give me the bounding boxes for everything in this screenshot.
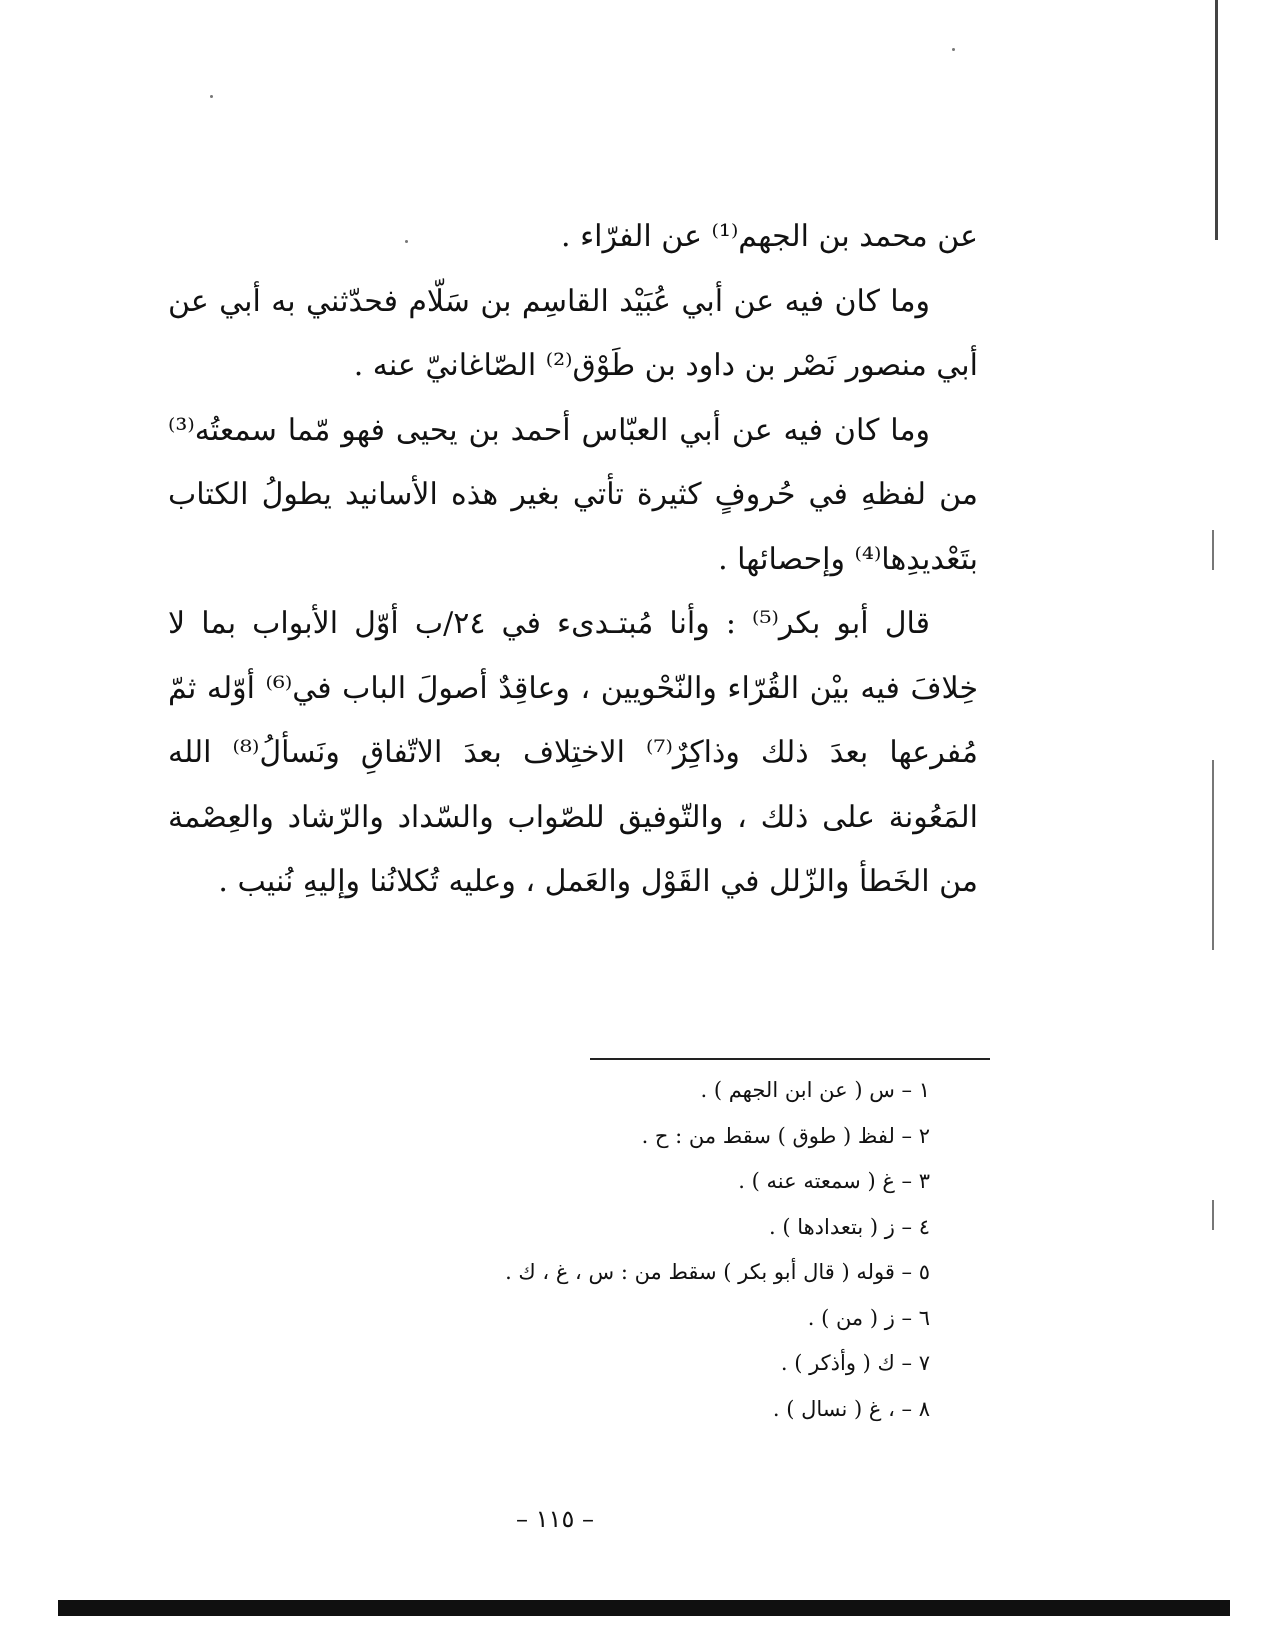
- paragraph: عن محمد بن الجهم⁽¹⁾ عن الفرّاء .: [561, 219, 978, 254]
- footnotes: [330, 1068, 930, 1432]
- paragraph: قال أبو بكر⁽⁵⁾ : وأنا مُبتـدىء في ٢٤/ب أوّل الأبواب بما لا خِلافَ فيه بيْن القُرّاء والنّحْويين ، وعاقِدٌ أصولَ الباب في⁽⁶⁾ أوّله ثمّ مُفرعها بعدَ ذلك وذاكِرٌ⁽⁷⁾ الاختِلاف بعدَ الاتّفاقِ ونَسألُ⁽⁸⁾ الله المَعُونة على ذلك ، والتّوفيق للصّواب والسّداد والرّشاد والعِصْمة من الخَطأ والزّلل في القَوْل والعَمل ، وعليه تُكلانُنا وإليهِ نُنيب .: [168, 606, 979, 899]
- page-number: – ١١٥ –: [516, 1505, 594, 1533]
- footnote: ٤ – ز ( بتعدادها ) .: [768, 1214, 930, 1239]
- footnote-separator: [590, 1058, 990, 1060]
- scan-bottom-border: [58, 1600, 1230, 1616]
- edge-mark: [1212, 530, 1214, 570]
- footnote: ١ – س ( عن ابن الجهم ) .: [700, 1078, 930, 1102]
- paragraph: وما كان فيه عن أبي عُبَيْد القاسِم بن سَلّام فحدّثني به أبي عن أبي منصور نَصْر بن داود بن طَوْق⁽²⁾ الصّاغانيّ عنه .: [168, 283, 978, 383]
- scan-speck: [952, 48, 955, 51]
- edge-mark: [1212, 760, 1214, 950]
- footnote: ٢ – لفظ ( طوق ) سقط من : ح .: [641, 1123, 930, 1148]
- footnote: ٦ – ز ( من ) .: [807, 1305, 930, 1330]
- footnote: ٨ – ، غ ( نسال ) .: [772, 1396, 930, 1421]
- footnote: ٧ – ك ( وأذكر ) .: [780, 1351, 930, 1375]
- page-edge-line: [1215, 0, 1218, 240]
- main-text: [168, 205, 978, 915]
- footnote: ٣ – غ ( سمعته عنه ) .: [738, 1169, 930, 1193]
- footnote: ٥ – قوله ( قال أبو بكر ) سقط من : س ، غ ، ك .: [505, 1260, 930, 1284]
- edge-mark: [1212, 1200, 1214, 1230]
- paragraph: وما كان فيه عن أبي العبّاس أحمد بن يحيى فهو مّما سمعتُه⁽³⁾ من لفظهِ في حُروفٍ كثيرة تأتي بغير هذه الأسانيد يطولُ الكتاب بتَعْديدِها⁽⁴⁾ وإحصائها .: [168, 412, 978, 577]
- scan-speck: [210, 95, 213, 98]
